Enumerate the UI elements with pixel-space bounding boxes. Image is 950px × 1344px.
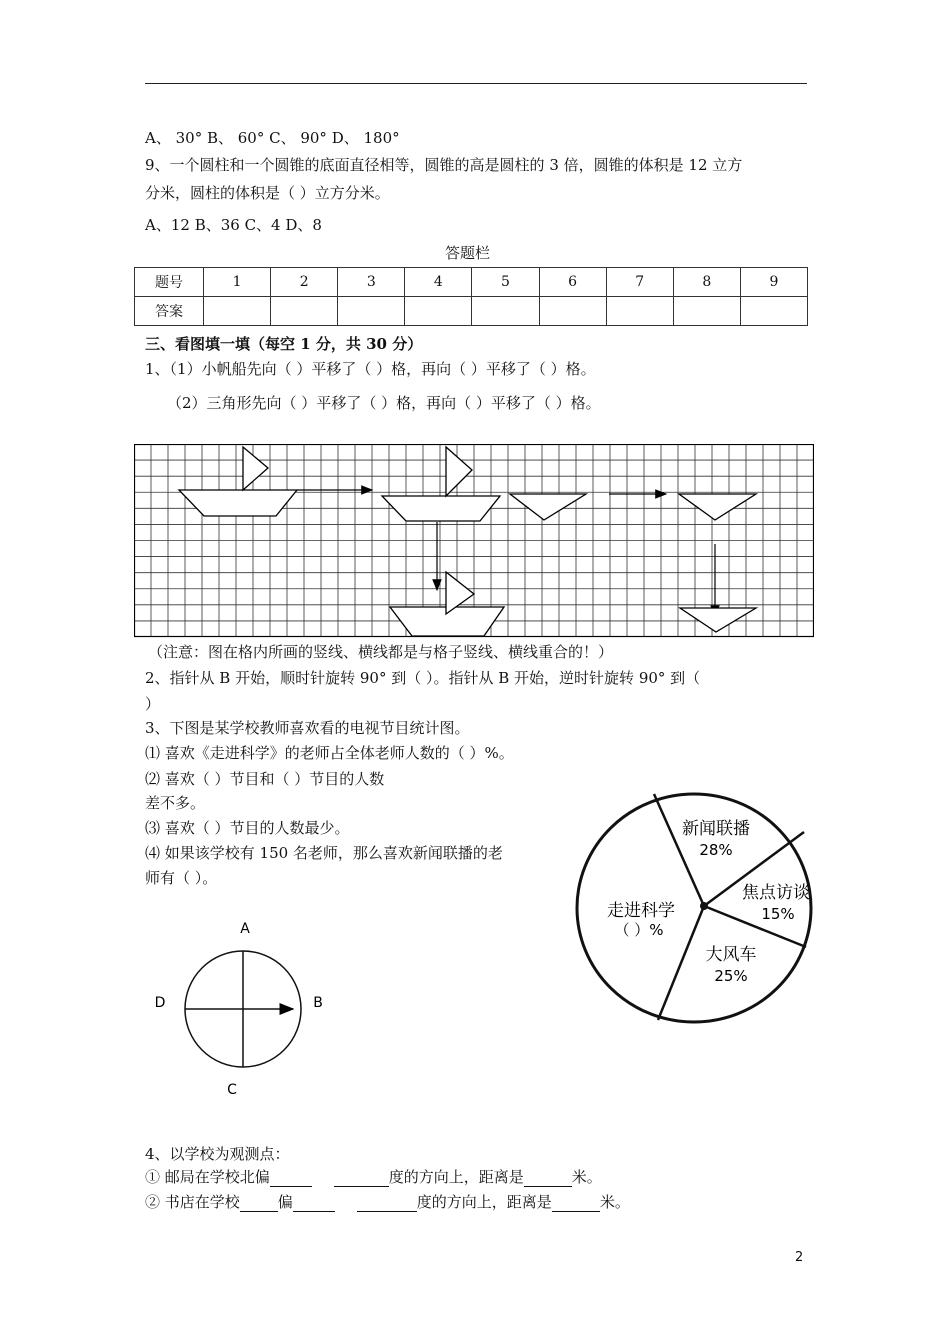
table-cell: 5 [472, 268, 539, 297]
answer-table [134, 267, 808, 326]
blank[interactable] [270, 1168, 312, 1187]
slice-label-focus: 焦点访谈 [742, 883, 810, 903]
table-cell: 3 [338, 268, 405, 297]
answer-cell[interactable] [271, 297, 338, 326]
table-cell: 6 [539, 268, 606, 297]
answer-cell[interactable] [472, 297, 539, 326]
sailboat-final [390, 572, 504, 636]
answer-cell[interactable] [338, 297, 405, 326]
q2-line2: ） [145, 695, 161, 713]
q3-4b: 师有（ ）。 [145, 869, 218, 887]
answer-sheet-title: 答题栏 [445, 244, 491, 262]
q9-line1: 9、一个圆柱和一个圆锥的底面直径相等，圆锥的高是圆柱的 3 倍，圆锥的体积是 12 立方 [145, 156, 743, 174]
tv-program-pie-chart [566, 782, 826, 1040]
blank[interactable] [240, 1193, 278, 1212]
table-cell: 7 [606, 268, 673, 297]
q3-2a: ⑵ 喜欢（ ）节目和（ ）节目的人数 [145, 770, 385, 788]
slice-value-news: 28% [699, 841, 733, 859]
blank[interactable] [293, 1193, 335, 1212]
pie-center [700, 902, 708, 910]
answer-cell[interactable] [539, 297, 606, 326]
compass-label-d: D [154, 995, 166, 1011]
q4-intro: 4、以学校为观测点： [145, 1145, 290, 1163]
q4-2-text-d: 米。 [599, 1193, 630, 1211]
compass-label-c: C [227, 1082, 237, 1098]
table-row [135, 297, 808, 326]
q3-3: ⑶ 喜欢（ ）节目的人数最少。 [145, 819, 350, 837]
slice-label-science: 走进科学 [607, 901, 675, 921]
table-cell: 9 [740, 268, 807, 297]
q9-options: A、12 B、36 C、4 D、8 [145, 216, 322, 234]
q4-1-text-b: 度的方向上，距离是 [388, 1168, 524, 1186]
answer-cell[interactable] [405, 297, 472, 326]
slice-label-news: 新闻联播 [682, 819, 750, 839]
q4-line2 [145, 1191, 630, 1212]
answer-cell[interactable] [740, 297, 807, 326]
q4-2-text-c: 度的方向上，距离是 [416, 1193, 552, 1211]
q3-4a: ⑷ 如果该学校有 150 名老师，那么喜欢新闻联播的老 [145, 844, 503, 862]
q4-2-text-b: 偏 [277, 1193, 293, 1211]
triangle-moved [679, 494, 756, 520]
q4-1-text-c: 米。 [571, 1168, 602, 1186]
grid-note: （注意：图在格内所画的竖线、横线都是与格子竖线、横线重合的！） [148, 643, 614, 661]
sailboat-moved [382, 447, 500, 521]
table-cell: 4 [405, 268, 472, 297]
q4-2-text-a: ② 书店在学校 [145, 1193, 240, 1211]
section3-heading: 三、看图填一填（每空 1 分，共 30 分） [145, 335, 423, 353]
compass-label-a: A [240, 921, 250, 937]
table-cell: 8 [673, 268, 740, 297]
triangle-original [510, 494, 586, 520]
table-cell: 2 [271, 268, 338, 297]
page-number: 2 [795, 1250, 804, 1265]
blank[interactable] [334, 1168, 389, 1187]
table-row [135, 268, 808, 297]
answer-cell[interactable] [204, 297, 271, 326]
q8-options: A、 30° B、 60° C、 90° D、 180° [145, 129, 400, 147]
slice-value-bigwheel: 25% [714, 967, 748, 985]
sailboat-original [179, 447, 297, 516]
triangle-final [680, 608, 756, 632]
translation-grid-figure [134, 444, 814, 638]
slice-value-science: （ ）% [614, 921, 664, 939]
answer-cell[interactable] [606, 297, 673, 326]
row-header-answer: 答案 [135, 297, 204, 326]
q3-1: ⑴ 喜欢《走进科学》的老师占全体老师人数的（ ）%。 [145, 744, 514, 762]
compass-dial [148, 918, 338, 1102]
top-rule [145, 83, 807, 84]
q4-1-text-a: ① 邮局在学校北偏 [145, 1168, 270, 1186]
blank[interactable] [552, 1193, 600, 1212]
blank[interactable] [357, 1193, 417, 1212]
q4-line1 [145, 1166, 602, 1187]
compass-label-b: B [313, 995, 323, 1011]
q9-line2: 分米，圆柱的体积是（ ）立方分米。 [145, 184, 390, 202]
q3-intro: 3、下图是某学校教师喜欢看的电视节目统计图。 [145, 719, 470, 737]
slice-label-bigwheel: 大风车 [705, 945, 757, 965]
blank[interactable] [524, 1168, 572, 1187]
q1-line1: 1、（1）小帆船先向（ ）平移了（ ）格，再向（ ）平移了（ ）格。 [145, 360, 596, 378]
slice-value-focus: 15% [761, 905, 795, 923]
answer-cell[interactable] [673, 297, 740, 326]
q3-2b: 差不多。 [145, 794, 206, 812]
table-cell: 1 [204, 268, 271, 297]
q1-line2: （2）三角形先向（ ）平移了（ ）格，再向（ ）平移了（ ）格。 [167, 394, 601, 412]
row-header-number: 题号 [135, 268, 204, 297]
q2-line1: 2、指针从 B 开始，顺时针旋转 90° 到（ ）。指针从 B 开始，逆时针旋转 90° 到（ [145, 669, 701, 687]
